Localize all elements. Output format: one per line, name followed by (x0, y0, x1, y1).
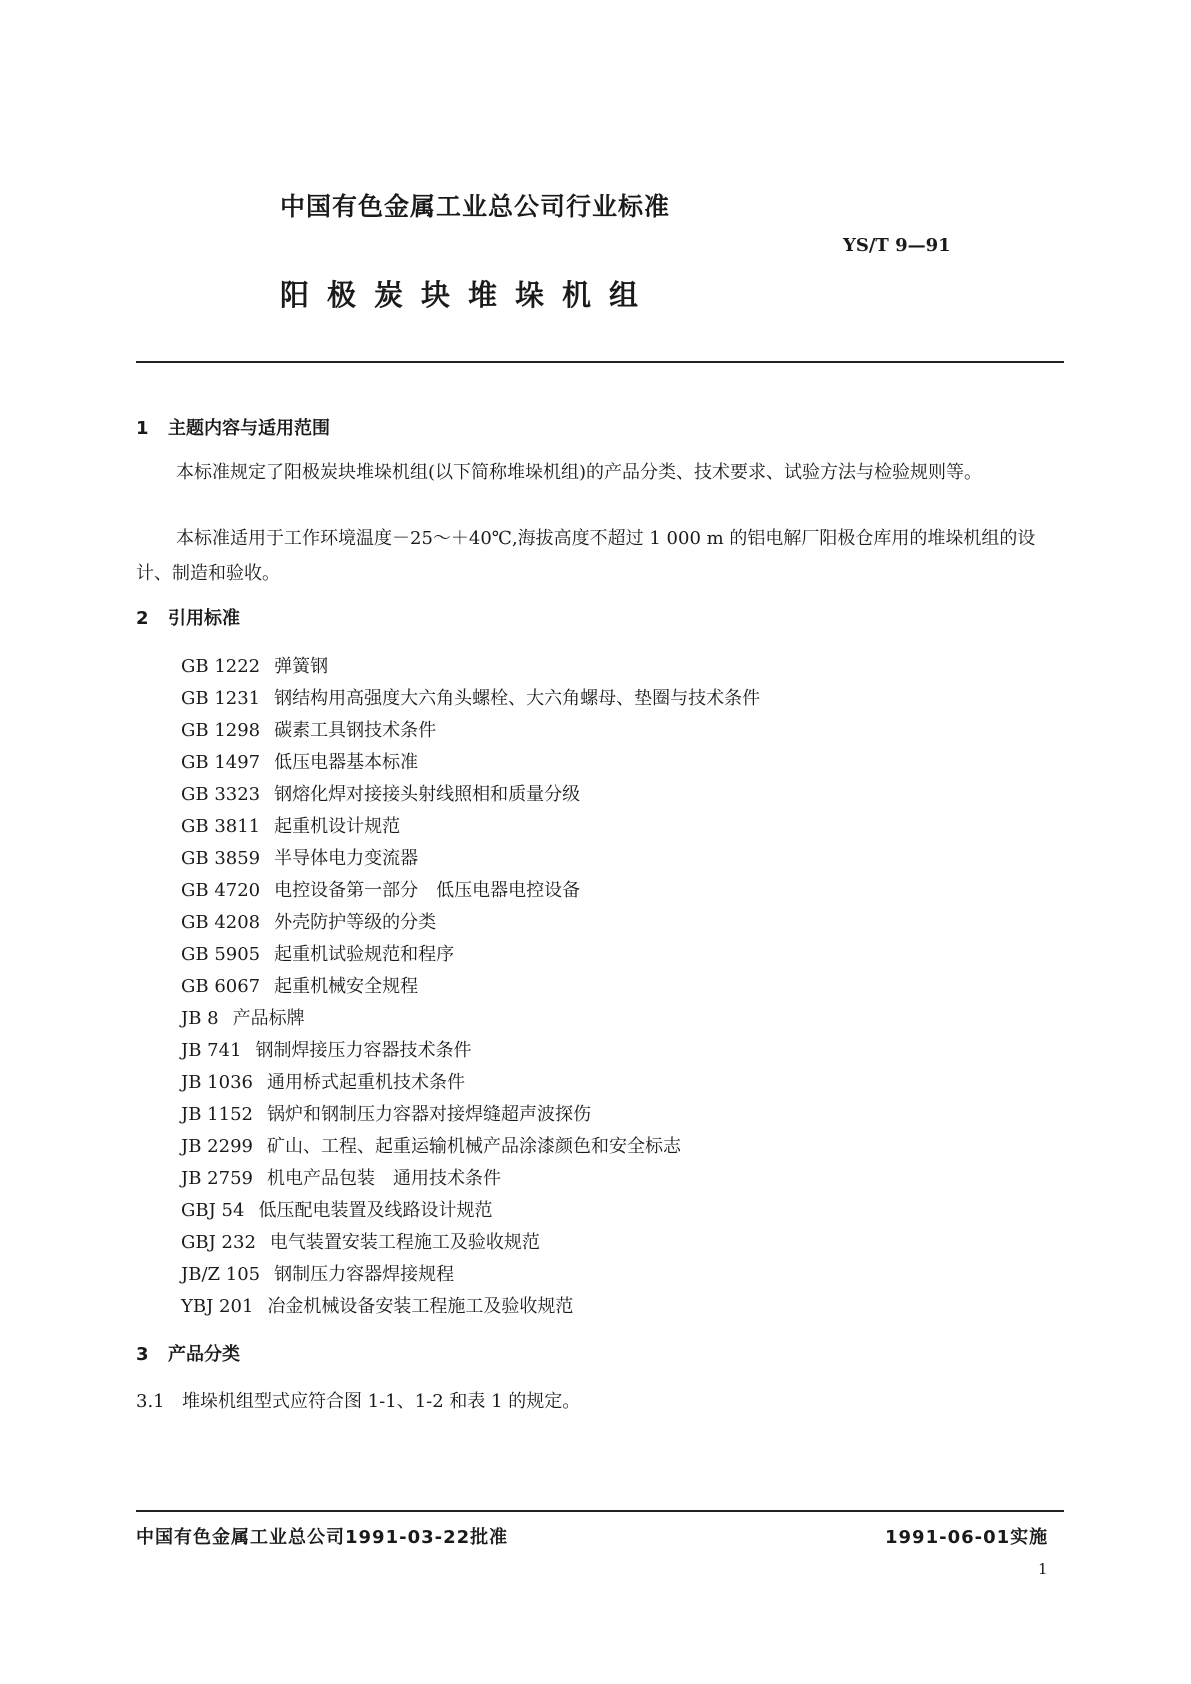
reference-code: GBJ 54 (181, 1200, 245, 1221)
reference-item (181, 1132, 681, 1158)
section-1-paragraph-2: 本标准适用于工作环境温度－25～＋40℃,海拔高度不超过 1 000 m 的铝电解厂阳极仓库用的堆垛机组的设计、制造和验收。 (136, 528, 1036, 584)
reference-item (181, 1292, 573, 1318)
reference-title: 产品标牌 (232, 1008, 305, 1029)
reference-item (181, 1068, 465, 1094)
reference-title: 钢制焊接压力容器技术条件 (255, 1040, 472, 1061)
reference-code: JB 8 (181, 1008, 219, 1029)
reference-code: GB 1298 (181, 720, 261, 741)
reference-title: 电控设备第一部分 低压电器电控设备 (274, 880, 581, 901)
reference-title: 起重机设计规范 (274, 816, 401, 837)
reference-code: GB 3323 (181, 784, 261, 805)
reference-item (181, 1260, 454, 1286)
reference-item (181, 1036, 472, 1062)
reference-title: 低压电器基本标准 (274, 752, 419, 773)
reference-code: GB 1497 (181, 752, 261, 773)
reference-title: 机电产品包装 通用技术条件 (266, 1168, 501, 1189)
reference-code: GB 1222 (181, 656, 261, 677)
header-rule (136, 361, 1064, 363)
reference-title: 弹簧钢 (274, 656, 329, 677)
reference-code: YBJ 201 (181, 1296, 254, 1317)
reference-item (181, 1004, 305, 1030)
reference-title: 起重机试验规范和程序 (274, 944, 455, 965)
reference-item (181, 876, 580, 902)
footer-rule (136, 1510, 1064, 1512)
reference-item (181, 972, 418, 998)
reference-title: 外壳防护等级的分类 (274, 912, 437, 933)
reference-code: GB 4208 (181, 912, 261, 933)
reference-item (181, 652, 328, 678)
reference-title: 钢结构用高强度大六角头螺栓、大六角螺母、垫圈与技术条件 (274, 688, 761, 709)
section-1-title: 主题内容与适用范围 (168, 418, 330, 439)
reference-code: GB 3859 (181, 848, 261, 869)
standard-code: YS/T 9—91 (843, 235, 951, 256)
reference-code: GB 6067 (181, 976, 261, 997)
reference-code: JB 2759 (181, 1168, 253, 1189)
reference-code: JB 1036 (181, 1072, 253, 1093)
reference-title: 通用桥式起重机技术条件 (266, 1072, 465, 1093)
section-2-heading (136, 604, 240, 630)
section-2-number: 2 (136, 608, 149, 629)
reference-code: JB/Z 105 (181, 1264, 261, 1285)
reference-item (181, 684, 760, 710)
reference-title: 矿山、工程、起重运输机械产品涂漆颜色和安全标志 (266, 1136, 681, 1157)
reference-item (181, 908, 436, 934)
section-3-heading (136, 1340, 240, 1366)
reference-item (181, 844, 418, 870)
section-2-title: 引用标准 (168, 608, 240, 629)
reference-item (181, 1100, 591, 1126)
reference-code: JB 741 (181, 1040, 242, 1061)
reference-title: 电气装置安装工程施工及验收规范 (269, 1232, 540, 1253)
section-3-title: 产品分类 (168, 1344, 240, 1365)
reference-code: JB 2299 (181, 1136, 253, 1157)
section-3-number: 3 (136, 1344, 149, 1365)
reference-code: GB 1231 (181, 688, 261, 709)
reference-title: 碳素工具钢技术条件 (274, 720, 437, 741)
reference-title: 低压配电装置及线路设计规范 (258, 1200, 493, 1221)
reference-code: GB 3811 (181, 816, 261, 837)
reference-item (181, 1228, 540, 1254)
reference-code: GB 5905 (181, 944, 261, 965)
reference-title: 钢熔化焊对接接头射线照相和质量分级 (274, 784, 581, 805)
reference-title: 冶金机械设备安装工程施工及验收规范 (267, 1296, 574, 1317)
issuer-heading: 中国有色金属工业总公司行业标准 (280, 192, 671, 221)
reference-item (181, 780, 580, 806)
clause-text: 堆垛机组型式应符合图 1-1、1-2 和表 1 的规定。 (182, 1391, 581, 1412)
section-1-heading (136, 414, 330, 440)
section-1-paragraph-1: 本标准规定了阳极炭块堆垛机组(以下简称堆垛机组)的产品分类、技术要求、试验方法与检验规则等。 (176, 462, 983, 483)
document-title: 阳极炭块堆垛机组 (280, 278, 657, 312)
page-number: 1 (1038, 1560, 1048, 1578)
reference-item (181, 748, 418, 774)
reference-item (181, 1196, 492, 1222)
section-1-number: 1 (136, 418, 149, 439)
clause-number: 3.1 (136, 1391, 165, 1412)
reference-title: 锅炉和钢制压力容器对接焊缝超声波探伤 (266, 1104, 591, 1125)
reference-code: JB 1152 (181, 1104, 253, 1125)
effective-date: 1991-06-01实施 (885, 1527, 1049, 1548)
reference-item (181, 940, 454, 966)
reference-code: GBJ 232 (181, 1232, 256, 1253)
reference-code: GB 4720 (181, 880, 261, 901)
reference-item (181, 716, 436, 742)
approval-line: 中国有色金属工业总公司1991-03-22批准 (136, 1527, 509, 1548)
reference-title: 起重机械安全规程 (274, 976, 419, 997)
reference-title: 钢制压力容器焊接规程 (274, 1264, 455, 1285)
reference-title: 半导体电力变流器 (274, 848, 419, 869)
reference-item (181, 812, 400, 838)
reference-item (181, 1164, 501, 1190)
clause-3-1 (136, 1387, 580, 1413)
